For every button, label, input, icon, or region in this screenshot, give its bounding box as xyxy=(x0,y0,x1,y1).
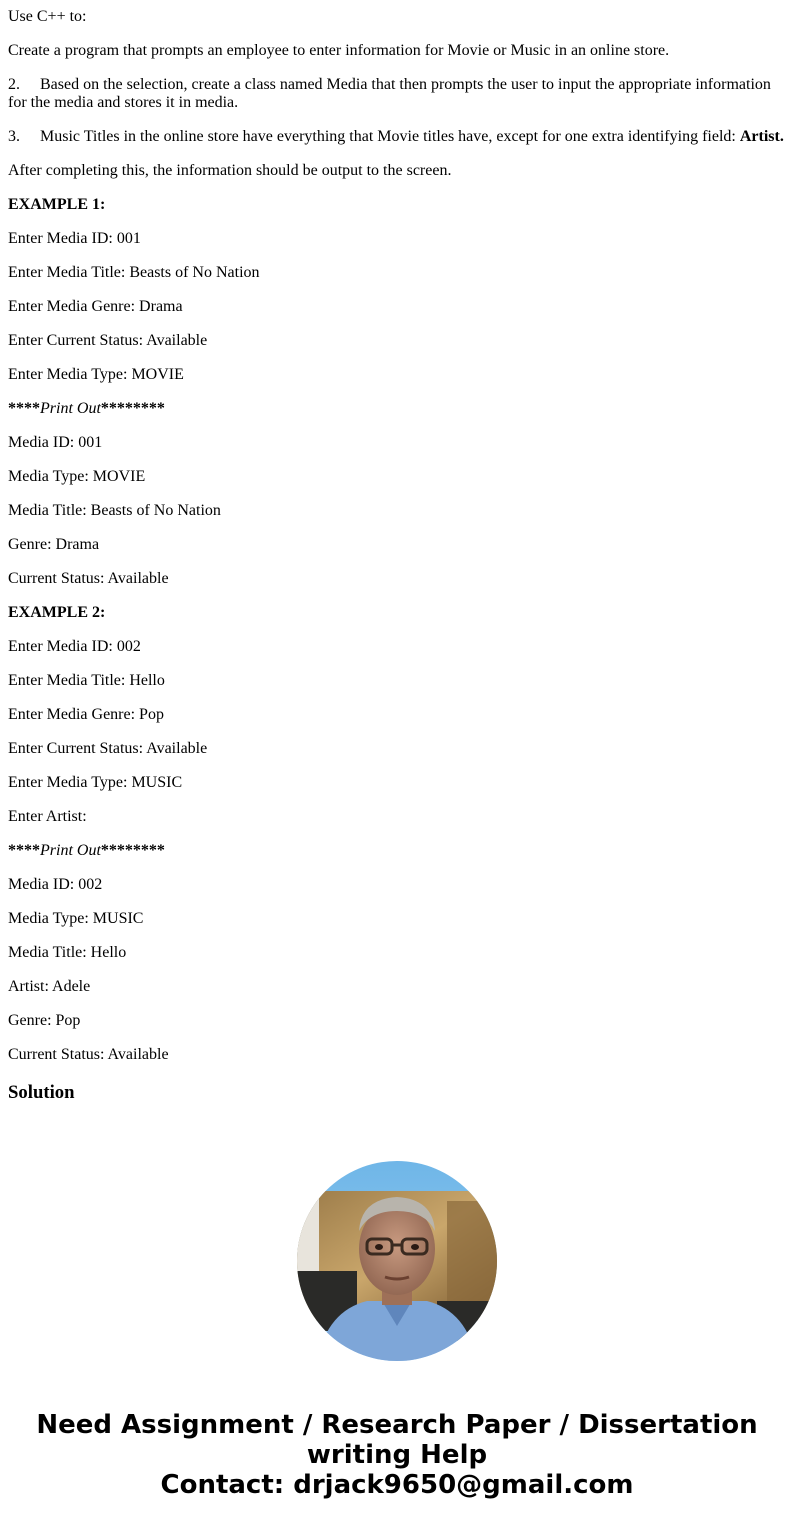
output-instruction: After completing this, the information should be output to the screen. xyxy=(8,162,452,179)
requirement-2 xyxy=(8,76,786,112)
requirement-number: 3. xyxy=(8,128,20,145)
marker-stars: **** xyxy=(8,842,40,859)
example-line: Genre: Pop xyxy=(8,1012,81,1029)
example-line: Enter Media Title: Beasts of No Nation xyxy=(8,264,260,281)
example-line: Enter Current Status: Available xyxy=(8,740,208,757)
example-1-heading xyxy=(8,196,786,214)
example-line: Media Title: Beasts of No Nation xyxy=(8,502,221,519)
promo-banner xyxy=(0,1410,794,1500)
requirement-number: 2. xyxy=(8,76,20,93)
example-line: Enter Current Status: Available xyxy=(8,332,208,349)
example-line: Artist: Adele xyxy=(8,978,91,995)
marker-stars: ******** xyxy=(100,842,165,859)
example-line: Enter Media Genre: Pop xyxy=(8,706,164,723)
promo-contact: Contact: drjack9650@gmail.com xyxy=(160,1470,634,1500)
promo-line: Need Assignment / Research Paper / Dissertation xyxy=(36,1410,758,1440)
example-2-heading xyxy=(8,604,786,622)
example-line: Enter Media ID: 002 xyxy=(8,638,141,655)
marker-stars: ******** xyxy=(100,400,165,417)
example-line: Enter Media Type: MOVIE xyxy=(8,366,184,383)
example-line: Enter Media ID: 001 xyxy=(8,230,141,247)
solution-heading: Solution xyxy=(8,1082,75,1103)
example-line: Media ID: 001 xyxy=(8,434,103,451)
example-line: Enter Artist: xyxy=(8,808,87,825)
requirement-text: Based on the selection, create a class named Media that then prompts the user to input the appropriate information for the media and stores it in media. xyxy=(8,76,771,111)
marker-stars: **** xyxy=(8,400,40,417)
print-out-marker xyxy=(8,842,786,860)
example-line: Current Status: Available xyxy=(8,1046,169,1063)
document-body xyxy=(0,8,794,1104)
example-line: Media ID: 002 xyxy=(8,876,103,893)
example-line: Genre: Drama xyxy=(8,536,100,553)
example-line: Media Type: MOVIE xyxy=(8,468,146,485)
marker-text: Print Out xyxy=(40,400,101,417)
example-line: Enter Media Genre: Drama xyxy=(8,298,183,315)
example-line: Media Title: Hello xyxy=(8,944,127,961)
example-line: Media Type: MUSIC xyxy=(8,910,144,927)
example-line: Current Status: Available xyxy=(8,570,169,587)
avatar xyxy=(297,1161,497,1361)
marker-text: Print Out xyxy=(40,842,101,859)
example-line: Enter Media Type: MUSIC xyxy=(8,774,183,791)
requirement-text: Music Titles in the online store have everything that Movie titles have, except for one extra identifying field: xyxy=(40,128,740,145)
print-out-marker xyxy=(8,400,786,418)
example-heading-text: EXAMPLE 2: xyxy=(8,604,106,621)
requirement-emphasis: Artist. xyxy=(739,128,784,145)
example-heading-text: EXAMPLE 1: xyxy=(8,196,106,213)
portrait-image xyxy=(297,1161,497,1361)
intro-text: Use C++ to: xyxy=(8,8,87,25)
task-description: Create a program that prompts an employee to enter information for Movie or Music in an online store. xyxy=(8,42,670,59)
promo-line: writing Help xyxy=(306,1440,488,1470)
requirement-3 xyxy=(8,128,786,146)
example-line: Enter Media Title: Hello xyxy=(8,672,165,689)
